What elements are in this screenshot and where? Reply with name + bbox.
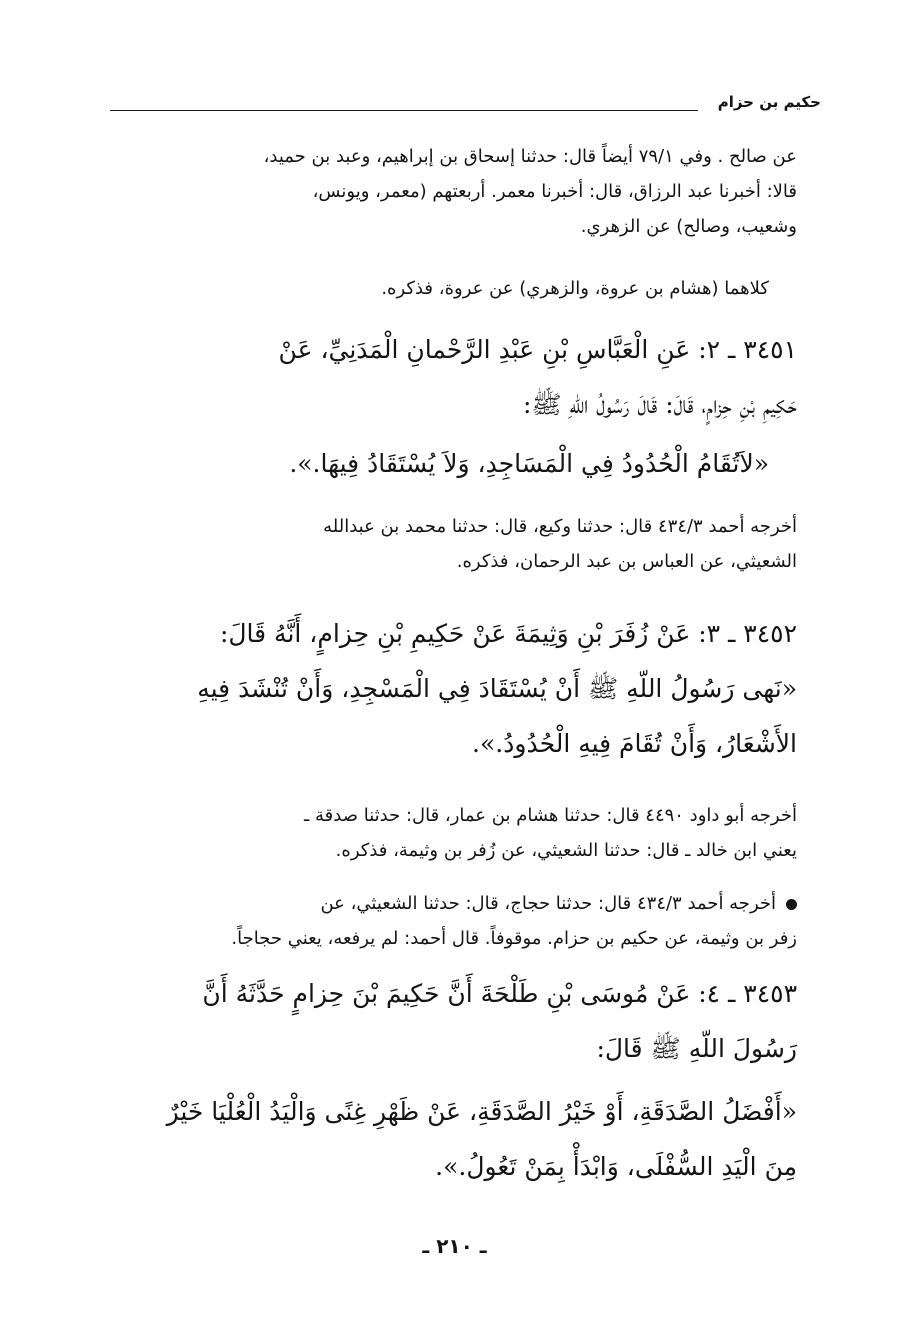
text-run: أخرجه أحمد ٤٣٤/٣ قال: حدثنا حجاج، قال: حدثنا الشعيثي، عن — [320, 893, 776, 914]
text-line: أخرجه أبو داود ٤٤٩٠ قال: حدثنا هشام بن عمار، قال: حدثنا صدقة ـ — [304, 805, 797, 826]
text-line: وشعيب، وصالح) عن الزهري. — [580, 216, 797, 237]
hadith-3452 — [92, 606, 797, 771]
citation-3452-a — [92, 798, 797, 868]
hadith-quote-line: «نَهى رَسُولُ اللّهِ ﷺ أَنْ يُسْتَقَادَ فِي الْمَسْجِدِ، وَأَنْ تُنْشَدَ فِيهِ — [197, 674, 797, 703]
citation-3451 — [92, 509, 797, 579]
hadith-quote-line: «لاَتُقَامُ الْحُدُودُ فِي الْمَسَاجِدِ، وَلاَ يُسْتَقَادُ فِيهَا.». — [289, 449, 769, 478]
hadith-3453 — [92, 966, 797, 1194]
hadith-quote-line: الأَشْعَارُ، وَأَنْ تُقَامَ فِيهِ الْحُدُودُ.». — [472, 729, 797, 758]
citation-paragraph-1 — [92, 139, 797, 244]
bullet-icon — [786, 899, 797, 910]
hadith-quote-line: مِنَ الْيَدِ السُّفْلَى، وَابْدَأْ بِمَنْ تَعُولُ.». — [435, 1152, 797, 1181]
text-line: الشعيثي، عن العباس بن عبد الرحمان، فذكره. — [456, 551, 797, 572]
hadith-quote-line: «أَفْضَلُ الصَّدَقَةِ، أَوْ خَيْرُ الصَّدَقَةِ، عَنْ ظَهْرِ غِنًى وَالْيَدُ الْعُلْيَا خَيْرٌ — [166, 1097, 797, 1126]
text-line: أخرجه أحمد ٤٣٤/٣ قال: حدثنا وكيع، قال: حدثنا محمد بن عبدالله — [323, 516, 797, 537]
hadith-line: ٣٤٥٢ ـ ٣: عَنْ زُفَرَ بْنِ وَثِيمَةَ عَنْ حَكِيمِ بْنِ حِزامٍ، أَنَّهُ قَالَ: — [219, 619, 797, 648]
page-number: ـ ٢١٠ ـ — [422, 1234, 487, 1258]
hadith-line: رَسُولَ اللّهِ ﷺ قَالَ: — [596, 1034, 797, 1063]
running-title: حكيم بن حزام — [717, 93, 821, 111]
hadith-line: ٣٤٥٣ ـ ٤: عَنْ مُوسَى بْنِ طَلْحَةَ أَنَّ حَكِيمَ بْنَ حِزامٍ حَدَّثَهُ أَنَّ — [202, 979, 797, 1008]
text-line — [92, 886, 797, 921]
hadith-3451 — [92, 322, 797, 491]
text-line: يعني ابن خالد ـ قال: حدثنا الشعيثي، عن زُفر بن وثيمة، فذكره. — [335, 840, 797, 861]
hadith-line: حَكِيمِ بْنِ حِزامٍ، قَالَ: قَالَ رَسُولُ اللّهِ ﷺ: — [522, 390, 797, 419]
citation-3452-b — [92, 886, 797, 956]
text-line: كلاهما (هشام بن عروة، والزهري) عن عروة، فذكره. — [381, 278, 769, 299]
text-line: قالا: أخبرنا عبد الرزاق، قال: أخبرنا معمر. أربعتهم (معمر، ويونس، — [312, 181, 797, 202]
hadith-line: ٣٤٥١ ـ ٢: عَنِ الْعَبَّاسِ بْنِ عَبْدِ الرَّحْمانِ الْمَدَنِيِّ، عَنْ — [278, 335, 797, 364]
header-rule — [110, 110, 698, 111]
citation-paragraph-2 — [92, 271, 797, 306]
text-line: زفر بن وثيمة، عن حكيم بن حزام. موقوفاً. قال أحمد: لم يرفعه، يعني حجاجاً. — [231, 928, 797, 949]
text-line: عن صالح . وفي ٧٩/١ أيضاً قال: حدثنا إسحاق بن إبراهيم، وعبد بن حميد، — [263, 146, 797, 167]
